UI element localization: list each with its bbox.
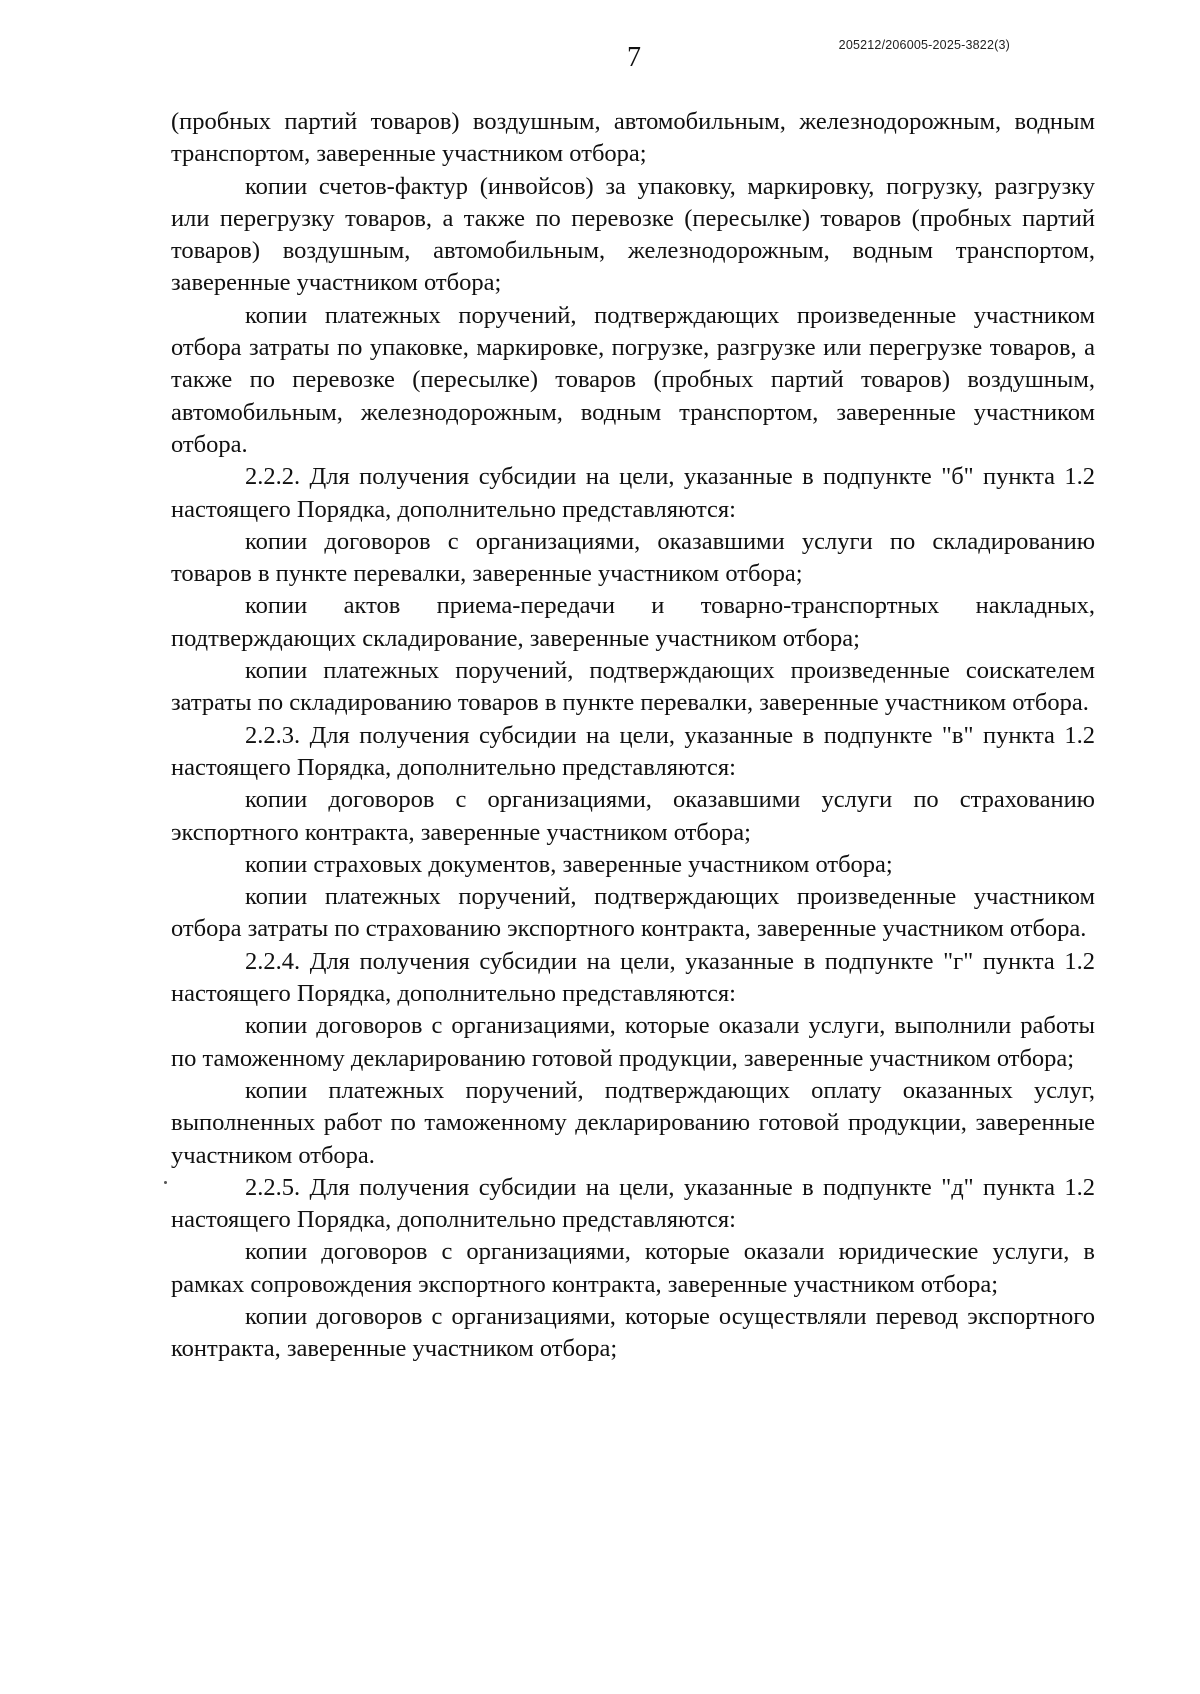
paragraph: копии договоров с организациями, оказавшими услуги по страхованию экспортного контракта, заверенные участником отбора; xyxy=(171,786,1095,846)
document-id: 205212/206005-2025-3822(3) xyxy=(838,38,1010,52)
clause-2-2-3: 2.2.3. Для получения субсидии на цели, указанные в подпункте "в" пункта 1.2 настоящего Порядка, дополнительно представляются: xyxy=(171,721,1095,781)
page-number: 7 xyxy=(627,42,641,73)
clause-2-2-5: 2.2.5. Для получения субсидии на цели, указанные в подпункте "д" пункта 1.2 настоящего Порядка, дополнительно представляются: xyxy=(171,1173,1095,1234)
scan-speck xyxy=(164,1181,167,1184)
paragraph: копии договоров с организациями, оказавшими услуги по складированию товаров в пункте перевалки, заверенные участником отбора; xyxy=(171,527,1095,588)
paragraph: копии договоров с организациями, которые осуществляли перевод экспортного контракта, заверенные участником отбора; xyxy=(171,1302,1095,1363)
paragraph-continuation: (пробных партий товаров) воздушным, автомобильным, железнодорожным, водным транспортом, заверенные участником отбора; xyxy=(171,108,1095,168)
paragraph: копии платежных поручений, подтверждающих произведенные участником отбора затраты по страхованию экспортного контракта, заверенные участником отбора. xyxy=(171,883,1095,943)
document-body xyxy=(171,106,1095,1366)
paragraph: копии платежных поручений, подтверждающих произведенные участником отбора затраты по упаковке, маркировке, погрузке, разгрузке или перегрузке товаров, а также по перевозке (пересылке) товаров (пробных партий товаров) воздушным, автомобильным, железнодорожным, водным транспортом, заверенные участником отбора. xyxy=(171,301,1095,458)
paragraph: копии актов приема-передачи и товарно-транспортных накладных, подтверждающих складирование, заверенные участником отбора; xyxy=(171,592,1095,652)
paragraph: копии платежных поручений, подтверждающих оплату оказанных услуг, выполненных работ по таможенному декларированию готовой продукции, заверенные участником отбора. xyxy=(171,1076,1095,1169)
clause-2-2-2: 2.2.2. Для получения субсидии на цели, указанные в подпункте "б" пункта 1.2 настоящего Порядка, дополнительно представляются: xyxy=(171,463,1095,523)
paragraph: копии платежных поручений, подтверждающих произведенные соискателем затраты по складированию товаров в пункте перевалки, заверенные участником отбора. xyxy=(171,657,1095,717)
paragraph: копии страховых документов, заверенные участником отбора; xyxy=(245,850,893,878)
clause-2-2-4: 2.2.4. Для получения субсидии на цели, указанные в подпункте "г" пункта 1.2 настоящего Порядка, дополнительно представляются: xyxy=(171,947,1095,1008)
paragraph: копии договоров с организациями, которые оказали юридические услуги, в рамках сопровождения экспортного контракта, заверенные участником отбора; xyxy=(171,1238,1095,1298)
paragraph: копии договоров с организациями, которые оказали услуги, выполнили работы по таможенному декларированию готовой продукции, заверенные участником отбора; xyxy=(171,1012,1095,1072)
paragraph: копии счетов-фактур (инвойсов) за упаковку, маркировку, погрузку, разгрузку или перегрузку товаров, а также по перевозке (пересылке) товаров (пробных партий товаров) воздушным, автомобильным, железнодорожным, водным транспортом, заверенные участником отбора; xyxy=(171,172,1095,297)
